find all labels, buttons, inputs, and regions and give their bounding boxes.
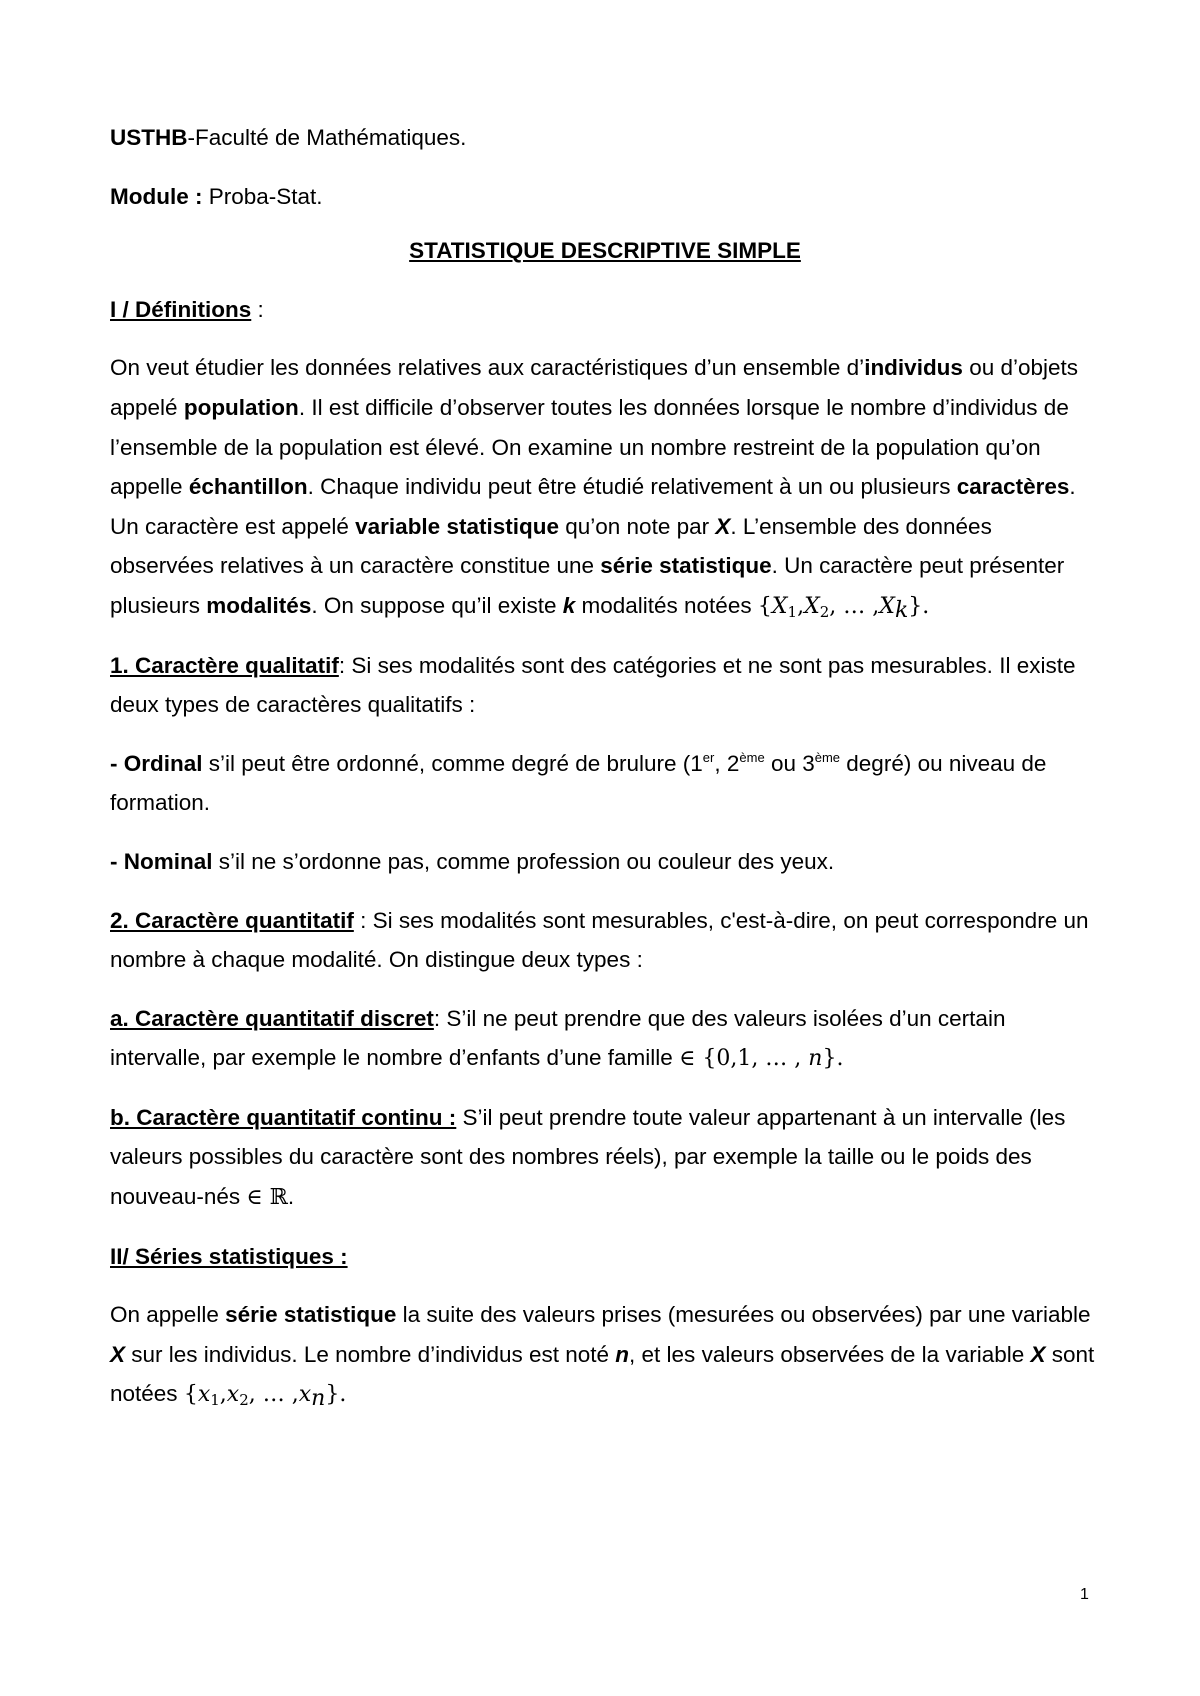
section1-heading-suffix: : xyxy=(251,296,264,322)
ordinal-sup-eme-1: ème xyxy=(739,749,765,765)
set-x1: X xyxy=(771,593,788,619)
intro-text-1: On veut étudier les données relatives aux caractéristiques d’un ensemble d’ xyxy=(110,355,865,381)
section1-heading-line xyxy=(110,290,1100,330)
ordinal-sup-eme-2: ème xyxy=(814,749,841,765)
document-title: STATISTIQUE DESCRIPTIVE SIMPLE xyxy=(409,238,801,264)
discret-text: : S’il ne peut prendre que des valeurs isolées d’un certain intervalle, par exemple le nombre d’enfants d’une famille xyxy=(110,1005,1006,1071)
term-modalites: modalités xyxy=(206,592,312,618)
term-population: population xyxy=(183,394,299,420)
ordinal-sup-er: er xyxy=(702,749,715,765)
module-line xyxy=(110,177,1100,217)
ordinal-text-4: degré) ou niveau de formation. xyxy=(110,750,1047,816)
continu-paragraph xyxy=(110,1098,1100,1218)
values-xn: x xyxy=(298,1382,312,1408)
set-dots: , … , xyxy=(829,593,880,619)
continu-close: . xyxy=(287,1184,295,1210)
values-sub-n: n xyxy=(311,1386,326,1412)
values-set xyxy=(183,1382,347,1412)
qualitatif-text: : Si ses modalités sont des catégories et ne sont pas mesurables. Il existe deux types de caractères qualitatifs : xyxy=(110,652,1076,718)
intro-text-10: modalités notées xyxy=(575,592,758,618)
term-caracteres: caractères xyxy=(956,474,1070,500)
intro-text-2: ou d’objets appelé xyxy=(110,355,1079,420)
intro-text-9: . On suppose qu’il existe xyxy=(311,592,563,618)
set-sub-2: 2 xyxy=(819,602,830,621)
continu-text: S’il peut prendre toute valeur appartenant à un intervalle (les valeurs possibles du caractère sont des nombres réels), par exemple la taille ou le poids des nouveau-nés xyxy=(110,1104,1066,1210)
term-serie-statistique: série statistique xyxy=(600,553,772,579)
set-sub-1: 1 xyxy=(787,602,798,621)
nominal-label: - Nominal xyxy=(110,848,213,874)
series-text-4: , et les valeurs observées de la variable xyxy=(629,1341,1031,1367)
institution-abbr: USTHB xyxy=(110,125,188,150)
intro-text-5: . Un caractère est appelé xyxy=(110,474,1076,539)
symbol-x-2: X xyxy=(110,1341,126,1367)
term-individus: individus xyxy=(864,355,963,381)
values-comma: , xyxy=(219,1382,227,1408)
intro-text-3: . Il est difficile d’observer toutes les données lorsque le nombre d’individus de l’ensemble de la population est élevé. On examine un nombre restreint de la population qu’on appelle xyxy=(110,394,1069,500)
series-paragraph xyxy=(110,1295,1100,1415)
section2-heading-line xyxy=(110,1237,1100,1277)
series-text-5: sont notées xyxy=(110,1341,1095,1407)
qualitatif-heading: 1. Caractère qualitatif xyxy=(110,652,339,678)
quantitatif-paragraph xyxy=(110,901,1100,980)
module-value: Proba-Stat. xyxy=(208,183,323,209)
values-sub-2: 2 xyxy=(239,1391,249,1410)
module-label: Module : xyxy=(110,183,203,209)
symbol-x: X xyxy=(715,513,731,539)
term-variable-statistique: variable statistique xyxy=(355,513,559,539)
quantitatif-heading: 2. Caractère quantitatif xyxy=(110,907,354,933)
intro-text-4: . Chaque individu peut être étudié relativement à un ou plusieurs xyxy=(307,474,957,500)
series-text-1: On appelle xyxy=(110,1302,226,1328)
discret-n: n xyxy=(808,1046,823,1072)
qualitatif-paragraph xyxy=(110,646,1100,725)
intro-text-6: qu’on note par xyxy=(558,513,716,539)
set-open: { xyxy=(757,593,772,619)
page-number: 1 xyxy=(1080,1586,1089,1603)
symbol-k: k xyxy=(562,592,576,618)
values-x2: x xyxy=(226,1382,240,1408)
set-comma: , xyxy=(797,593,805,619)
series-text-2: la suite des valeurs prises (mesurées ou observées) par une variable xyxy=(396,1302,1091,1328)
values-sub-1: 1 xyxy=(210,1391,220,1410)
page-content xyxy=(110,118,1100,1434)
section1-heading: I / Définitions xyxy=(110,296,252,322)
set-x2: X xyxy=(804,593,820,619)
term-serie-statistique-2: série statistique xyxy=(225,1302,397,1328)
discret-heading: a. Caractère quantitatif discret xyxy=(110,1005,434,1031)
nominal-paragraph xyxy=(110,842,1100,882)
section2-heading: II/ Séries statistiques : xyxy=(110,1243,348,1269)
ordinal-text-1: s’il peut être ordonné, comme degré de brulure (1 xyxy=(202,750,703,776)
discret-set-close: }. xyxy=(822,1046,844,1072)
institution-line xyxy=(110,118,1100,158)
symbol-n: n xyxy=(615,1341,630,1367)
symbol-x-3: X xyxy=(1030,1341,1046,1367)
continu-heading: b. Caractère quantitatif continu : xyxy=(110,1104,457,1130)
ordinal-label: - Ordinal xyxy=(110,750,203,776)
term-echantillon: échantillon xyxy=(188,474,308,500)
intro-text-8: . Un caractère peut présenter plusieurs xyxy=(110,553,1065,618)
intro-text-7: . L’ensemble des données observées relatives à un caractère constitue une xyxy=(110,513,992,579)
institution-name: -Faculté de Mathématiques. xyxy=(187,125,467,150)
ordinal-text-3: ou 3 xyxy=(764,750,815,776)
ordinal-text-2: , 2 xyxy=(714,750,740,776)
series-text-3: sur les individus. Le nombre d’individus est noté xyxy=(125,1341,616,1367)
continu-real-set: ∈ ℝ xyxy=(246,1185,288,1211)
set-sub-k: k xyxy=(894,597,909,623)
discret-set: ∈ {0,1, … , xyxy=(679,1046,809,1072)
nominal-text: s’il ne s’ordonne pas, comme profession ou couleur des yeux. xyxy=(212,848,835,874)
quantitatif-text: : Si ses modalités sont mesurables, c'est-à-dire, on peut correspondre un nombre à chaque modalité. On distingue deux types : xyxy=(110,907,1089,973)
values-dots: , … , xyxy=(248,1382,299,1408)
values-x1: x xyxy=(197,1382,211,1408)
values-set-close: }. xyxy=(325,1382,347,1408)
ordinal-paragraph xyxy=(110,744,1100,823)
definitions-paragraph xyxy=(110,348,1100,626)
discret-paragraph xyxy=(110,999,1100,1079)
set-close: }. xyxy=(908,593,930,619)
set-xk: X xyxy=(879,593,895,619)
modalities-set xyxy=(757,593,930,623)
values-set-open: { xyxy=(183,1382,198,1408)
